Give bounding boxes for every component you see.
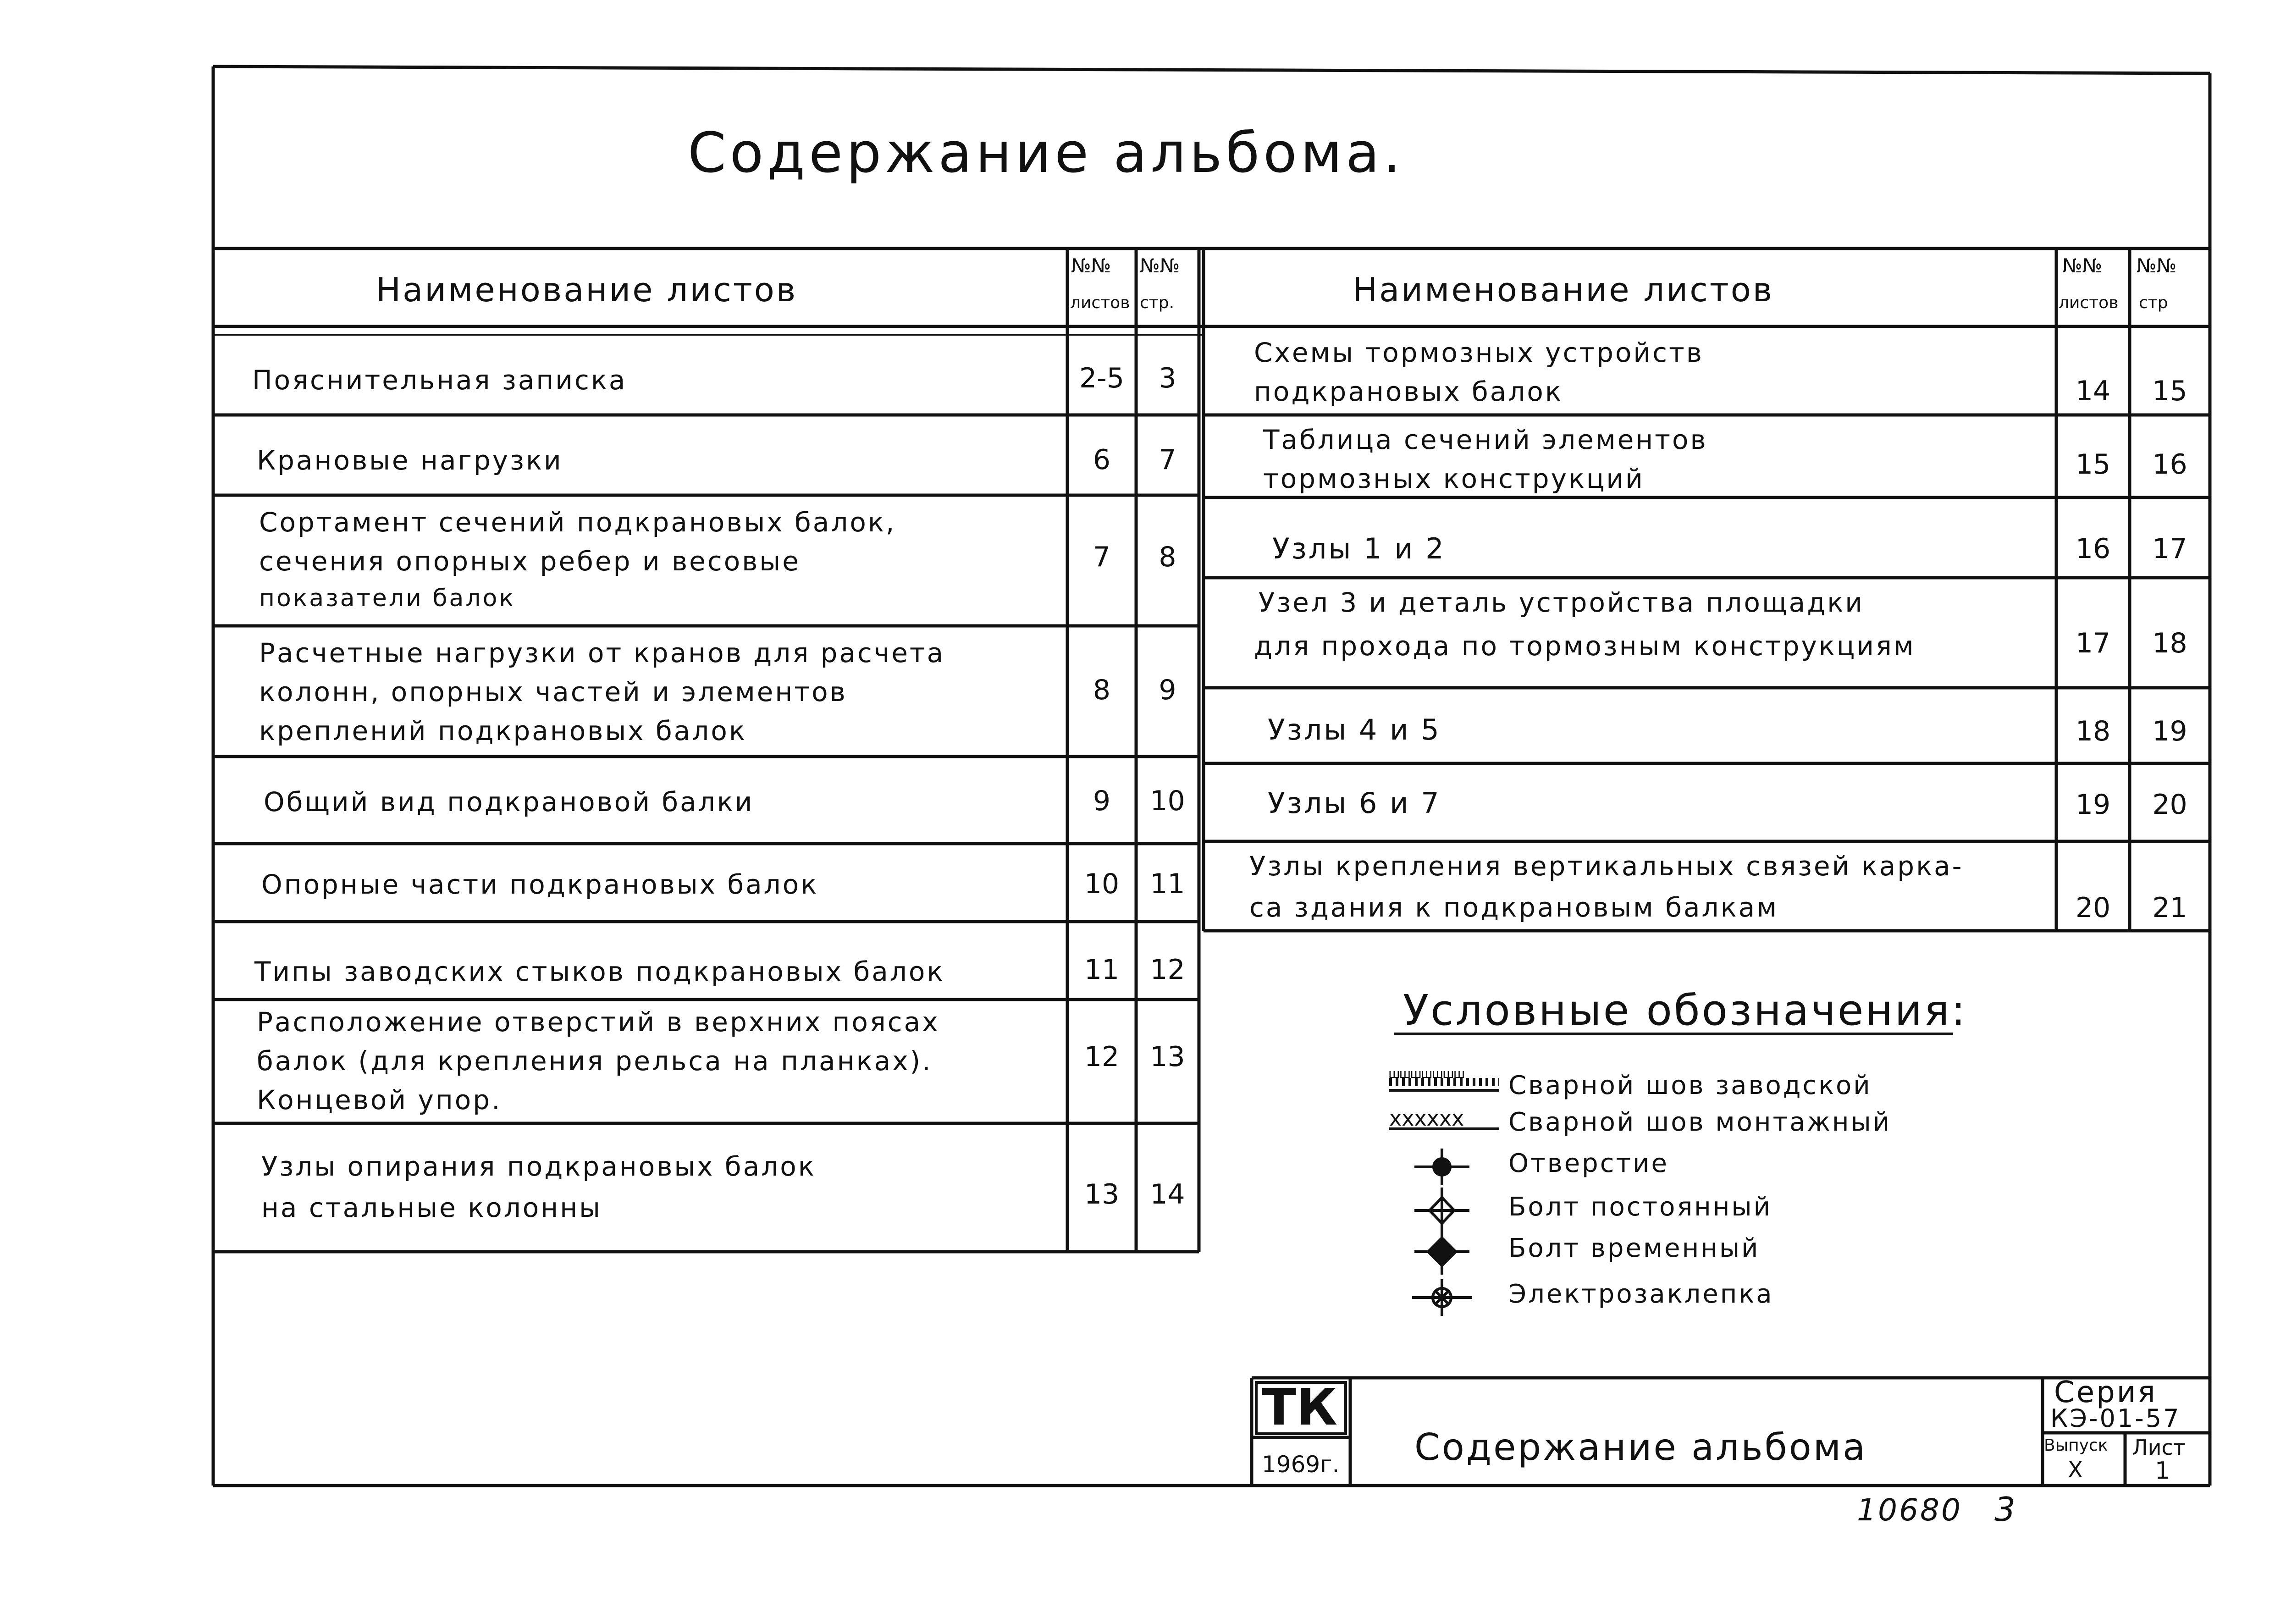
electro-rivet-icon	[1412, 1279, 1472, 1316]
left-header-pages-top: №№	[1140, 254, 1180, 277]
left-row-8-pages: 13	[1150, 1041, 1185, 1073]
left-row-4-line-3: креплений подкрановых балок	[259, 715, 747, 746]
stamp-sheet-value: 1	[2155, 1457, 2172, 1485]
left-row-8-line-2: балок (для крепления рельса на планках).	[257, 1045, 933, 1077]
left-row-4-line-1: Расчетные нагрузки от кранов для расчета	[259, 637, 945, 668]
left-row-5-line-1: Общий вид подкрановой балки	[264, 786, 754, 818]
legend-symbol-site-weld: xxxxxx	[1389, 1106, 1464, 1131]
legend-label-bolt-permanent: Болт постоянный	[1508, 1192, 1772, 1222]
hole-icon	[1414, 1149, 1469, 1185]
stamp-series-value: КЭ-01-57	[2050, 1404, 2181, 1433]
left-row-4-sheets: 8	[1093, 674, 1111, 706]
page-title: Содержание альбома.	[688, 122, 1404, 185]
archive-page: 3	[1994, 1490, 2017, 1529]
legend-symbol-factory-weld: шшшшшшш	[1388, 1066, 1464, 1081]
bolt-permanent-icon	[1414, 1188, 1469, 1233]
legend-title: Условные обозначения:	[1403, 986, 1967, 1035]
frame-top-line	[213, 66, 2210, 73]
left-header-sheets-bottom: листов	[1070, 293, 1130, 312]
right-row-7-line-2: са здания к подкрановым балкам	[1249, 892, 1778, 923]
left-row-4-line-2: колонн, опорных частей и элементов	[259, 676, 847, 707]
left-row-9-sheets: 13	[1084, 1178, 1120, 1210]
right-row-7-pages: 21	[2152, 892, 2187, 924]
right-row-5-pages: 19	[2152, 715, 2187, 747]
right-row-3-sheets: 16	[2075, 533, 2111, 565]
right-row-6-line-1: Узлы 6 и 7	[1268, 786, 1441, 820]
left-row-6-sheets: 10	[1084, 868, 1120, 900]
right-row-6-pages: 20	[2152, 789, 2187, 821]
weld-factory-icon	[1389, 1082, 1499, 1090]
left-row-5-sheets: 9	[1093, 785, 1111, 817]
left-row-4-pages: 9	[1159, 674, 1176, 706]
left-row-7-sheets: 11	[1084, 954, 1120, 986]
right-row-5-sheets: 18	[2075, 715, 2111, 747]
left-row-8-line-1: Расположение отверстий в верхних поясах	[257, 1006, 940, 1038]
left-row-2-sheets: 6	[1093, 444, 1111, 476]
right-header-name: Наименование листов	[1353, 271, 1774, 309]
left-row-1-line-1: Пояснительная записка	[252, 365, 627, 396]
left-row-5-pages: 10	[1150, 785, 1185, 817]
legend-label-electro-rivet: Электрозаклепка	[1508, 1279, 1774, 1309]
stamp-year: 1969г.	[1262, 1451, 1340, 1478]
right-row-3-line-1: Узлы 1 и 2	[1272, 532, 1446, 565]
left-header-name: Наименование листов	[376, 271, 798, 309]
right-header-pages-top: №№	[2137, 254, 2177, 277]
left-row-1-pages: 3	[1159, 362, 1176, 394]
stamp-org: ТК	[1262, 1378, 1337, 1436]
left-row-3-sheets: 7	[1093, 541, 1111, 573]
left-row-3-line-2: сечения опорных ребер и весовые	[259, 546, 801, 577]
left-row-3-line-1: Сортамент сечений подкрановых балок,	[259, 507, 896, 538]
left-row-3-line-3: показатели балок	[259, 585, 515, 612]
archive-number: 10680	[1857, 1492, 1962, 1528]
right-row-2-sheets: 15	[2075, 448, 2111, 481]
stamp-sheet-label: Лист	[2132, 1435, 2186, 1460]
left-header-sheets-top: №№	[1071, 254, 1111, 277]
right-row-1-line-2: подкрановых балок	[1254, 376, 1563, 407]
right-row-4-line-1: Узел 3 и деталь устройства площадки	[1259, 587, 1864, 618]
left-row-8-line-3: Концевой упор.	[257, 1084, 502, 1116]
left-row-9-line-2: на стальные колонны	[261, 1192, 602, 1223]
bolt-temporary-icon	[1414, 1229, 1469, 1275]
left-row-8-sheets: 12	[1084, 1041, 1120, 1073]
left-row-6-line-1: Опорные части подкрановых балок	[261, 869, 819, 900]
right-row-2-pages: 16	[2152, 448, 2187, 481]
left-row-3-pages: 8	[1159, 541, 1176, 573]
right-row-1-pages: 15	[2152, 375, 2187, 407]
legend-label-factory-weld: Сварной шов заводской	[1508, 1071, 1872, 1100]
right-row-4-line-2: для прохода по тормозным конструкциям	[1254, 630, 1916, 662]
legend-label-hole: Отверстие	[1508, 1149, 1669, 1178]
stamp-title: Содержание альбома	[1414, 1426, 1867, 1469]
stamp-issue-value: X	[2068, 1457, 2085, 1483]
left-row-9-line-1: Узлы опирания подкрановых балок	[261, 1151, 816, 1182]
right-row-4-pages: 18	[2152, 627, 2187, 659]
left-row-9-pages: 14	[1150, 1178, 1185, 1210]
right-row-1-sheets: 14	[2075, 375, 2111, 407]
right-row-4-sheets: 17	[2075, 627, 2111, 659]
legend-label-site-weld: Сварной шов монтажный	[1508, 1107, 1892, 1137]
right-row-7-line-1: Узлы крепления вертикальных связей карка-	[1249, 851, 1964, 882]
right-header-pages-bottom: стр	[2139, 293, 2168, 312]
left-header-pages-bottom: стр.	[1140, 293, 1175, 312]
right-header-sheets-bottom: листов	[2059, 293, 2119, 312]
right-row-2-line-1: Таблица сечений элементов	[1263, 424, 1708, 455]
left-row-2-pages: 7	[1159, 444, 1176, 476]
right-row-3-pages: 17	[2152, 533, 2187, 565]
stamp-issue-label: Выпуск	[2044, 1436, 2108, 1455]
right-row-5-line-1: Узлы 4 и 5	[1268, 713, 1441, 746]
right-row-6-sheets: 19	[2075, 789, 2111, 821]
right-header-sheets-top: №№	[2062, 254, 2103, 277]
legend-label-bolt-temporary: Болт временный	[1508, 1233, 1760, 1263]
right-row-1-line-1: Схемы тормозных устройств	[1254, 337, 1704, 368]
left-row-1-sheets: 2-5	[1079, 362, 1124, 394]
left-row-7-pages: 12	[1150, 954, 1185, 986]
left-row-2-line-1: Крановые нагрузки	[257, 445, 563, 476]
right-row-7-sheets: 20	[2075, 892, 2111, 924]
stamp-series-label: Серия	[2054, 1375, 2157, 1409]
left-row-6-pages: 11	[1150, 868, 1185, 900]
right-row-2-line-2: тормозных конструкций	[1263, 463, 1645, 494]
left-row-7-line-1: Типы заводских стыков подкрановых балок	[254, 956, 945, 987]
